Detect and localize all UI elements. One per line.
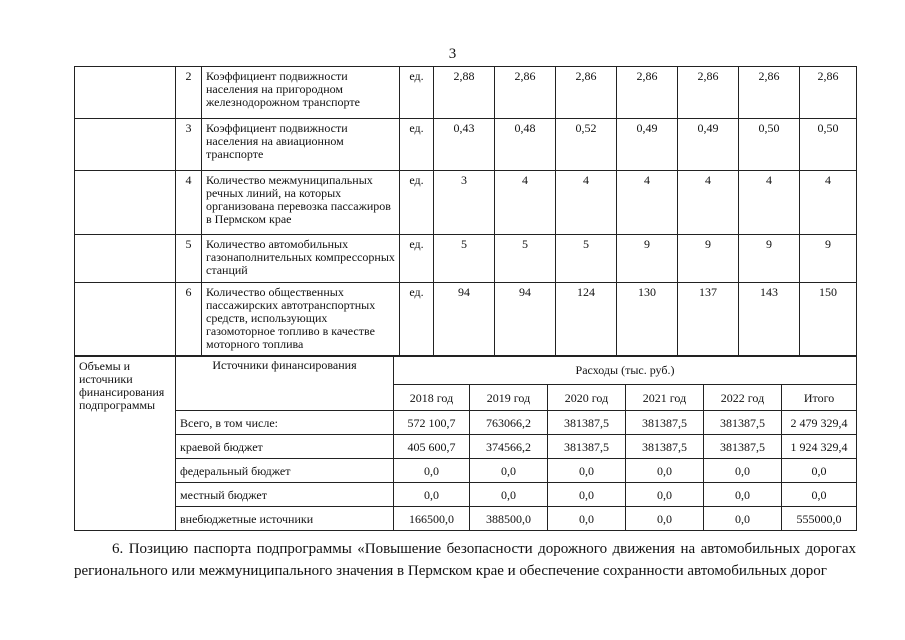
financing-value: 0,0 <box>704 507 782 531</box>
indicator-row <box>75 171 857 235</box>
indicator-value: 137 <box>678 283 739 357</box>
financing-section-label: Объемы и источники финансирования подпрограммы <box>75 356 176 531</box>
indicator-value: 0,49 <box>678 119 739 171</box>
indicator-value: 2,86 <box>556 67 617 119</box>
financing-value: 0,0 <box>626 459 704 483</box>
indicator-value: 0,50 <box>800 119 857 171</box>
year-header: 2022 год <box>704 385 782 411</box>
financing-value: 0,0 <box>548 483 626 507</box>
financing-row <box>75 459 857 483</box>
year-header: 2019 год <box>470 385 548 411</box>
financing-value: 555000,0 <box>782 507 857 531</box>
financing-value: 381387,5 <box>704 435 782 459</box>
indicator-value: 9 <box>800 235 857 283</box>
financing-value: 381387,5 <box>626 411 704 435</box>
indicator-row <box>75 67 857 119</box>
financing-value: 0,0 <box>626 507 704 531</box>
indicator-value: 130 <box>617 283 678 357</box>
financing-value: 0,0 <box>704 459 782 483</box>
indicator-value: 150 <box>800 283 857 357</box>
blank-cell <box>75 235 176 283</box>
financing-value: 0,0 <box>394 459 470 483</box>
financing-value: 0,0 <box>470 483 548 507</box>
indicator-number: 3 <box>176 119 202 171</box>
financing-row <box>75 483 857 507</box>
financing-value: 2 479 329,4 <box>782 411 857 435</box>
financing-value: 572 100,7 <box>394 411 470 435</box>
financing-source: местный бюджет <box>176 483 394 507</box>
financing-value: 0,0 <box>394 483 470 507</box>
financing-value: 166500,0 <box>394 507 470 531</box>
indicator-value: 2,88 <box>434 67 495 119</box>
blank-cell <box>75 283 176 357</box>
indicator-row <box>75 235 857 283</box>
indicator-value: 4 <box>678 171 739 235</box>
indicator-row <box>75 283 857 357</box>
financing-value: 381387,5 <box>548 435 626 459</box>
financing-value: 0,0 <box>548 459 626 483</box>
indicator-value: 5 <box>556 235 617 283</box>
indicator-value: 9 <box>617 235 678 283</box>
indicators-table <box>74 66 857 357</box>
financing-value: 763066,2 <box>470 411 548 435</box>
financing-value: 381387,5 <box>548 411 626 435</box>
financing-value: 0,0 <box>626 483 704 507</box>
financing-row <box>75 435 857 459</box>
indicator-name: Количество общественных пассажирских автотранспортных средств, использующих газомоторное топливо в качестве моторного топлива <box>202 283 400 357</box>
indicator-value: 5 <box>434 235 495 283</box>
indicator-value: 4 <box>556 171 617 235</box>
indicator-value: 9 <box>678 235 739 283</box>
financing-value: 0,0 <box>782 459 857 483</box>
indicator-value: 94 <box>434 283 495 357</box>
financing-value: 381387,5 <box>626 435 704 459</box>
financing-value: 405 600,7 <box>394 435 470 459</box>
financing-value: 0,0 <box>548 507 626 531</box>
indicator-unit: ед. <box>400 235 434 283</box>
indicator-number: 2 <box>176 67 202 119</box>
blank-cell <box>75 119 176 171</box>
indicator-value: 0,48 <box>495 119 556 171</box>
year-header: 2020 год <box>548 385 626 411</box>
indicator-value: 0,52 <box>556 119 617 171</box>
financing-source: федеральный бюджет <box>176 459 394 483</box>
financing-row <box>75 507 857 531</box>
indicator-number: 4 <box>176 171 202 235</box>
financing-value: 381387,5 <box>704 411 782 435</box>
indicator-value: 9 <box>739 235 800 283</box>
indicator-unit: ед. <box>400 67 434 119</box>
indicator-name: Коэффициент подвижности населения на авиационном транспорте <box>202 119 400 171</box>
financing-row <box>75 411 857 435</box>
indicator-value: 4 <box>495 171 556 235</box>
indicator-name: Количество межмуниципальных речных линий, на которых организована перевозка пассажиров в Пермском крае <box>202 171 400 235</box>
indicator-value: 2,86 <box>678 67 739 119</box>
financing-value: 0,0 <box>704 483 782 507</box>
financing-source: краевой бюджет <box>176 435 394 459</box>
indicator-value: 4 <box>739 171 800 235</box>
indicator-value: 94 <box>495 283 556 357</box>
year-header: 2021 год <box>626 385 704 411</box>
indicator-value: 2,86 <box>617 67 678 119</box>
indicator-unit: ед. <box>400 283 434 357</box>
financing-value: 0,0 <box>470 459 548 483</box>
indicator-number: 6 <box>176 283 202 357</box>
indicator-value: 5 <box>495 235 556 283</box>
indicator-value: 2,86 <box>495 67 556 119</box>
financing-value: 1 924 329,4 <box>782 435 857 459</box>
financing-source: внебюджетные источники <box>176 507 394 531</box>
year-header: 2018 год <box>394 385 470 411</box>
indicator-name: Коэффициент подвижности населения на пригородном железнодорожном транспорте <box>202 67 400 119</box>
blank-cell <box>75 67 176 119</box>
financing-source: Всего, в том числе: <box>176 411 394 435</box>
financing-value: 0,0 <box>782 483 857 507</box>
financing-value: 374566,2 <box>470 435 548 459</box>
indicator-number: 5 <box>176 235 202 283</box>
blank-cell <box>75 171 176 235</box>
indicator-value: 0,49 <box>617 119 678 171</box>
expenses-header: Расходы (тыс. руб.) <box>394 356 857 385</box>
financing-table <box>74 355 857 531</box>
indicator-name: Количество автомобильных газонаполнительных компрессорных станций <box>202 235 400 283</box>
page-number: 3 <box>448 46 457 62</box>
indicator-unit: ед. <box>400 119 434 171</box>
indicator-value: 4 <box>617 171 678 235</box>
sources-header: Источники финансирования <box>176 356 394 411</box>
indicator-value: 4 <box>800 171 857 235</box>
paragraph-body: 6. Позицию паспорта подпрограммы «Повышение безопасности дорожного движения на автомобильных дорогах регионального или межмуниципального значения в Пермском крае и обеспечение сохранности автомобильных дорог <box>74 541 856 579</box>
indicator-value: 2,86 <box>739 67 800 119</box>
indicator-value: 143 <box>739 283 800 357</box>
indicator-row <box>75 119 857 171</box>
indicator-unit: ед. <box>400 171 434 235</box>
year-header: Итого <box>782 385 857 411</box>
indicator-value: 2,86 <box>800 67 857 119</box>
indicator-value: 124 <box>556 283 617 357</box>
indicator-value: 3 <box>434 171 495 235</box>
indicator-value: 0,43 <box>434 119 495 171</box>
paragraph-text <box>74 538 856 582</box>
financing-value: 388500,0 <box>470 507 548 531</box>
indicator-value: 0,50 <box>739 119 800 171</box>
